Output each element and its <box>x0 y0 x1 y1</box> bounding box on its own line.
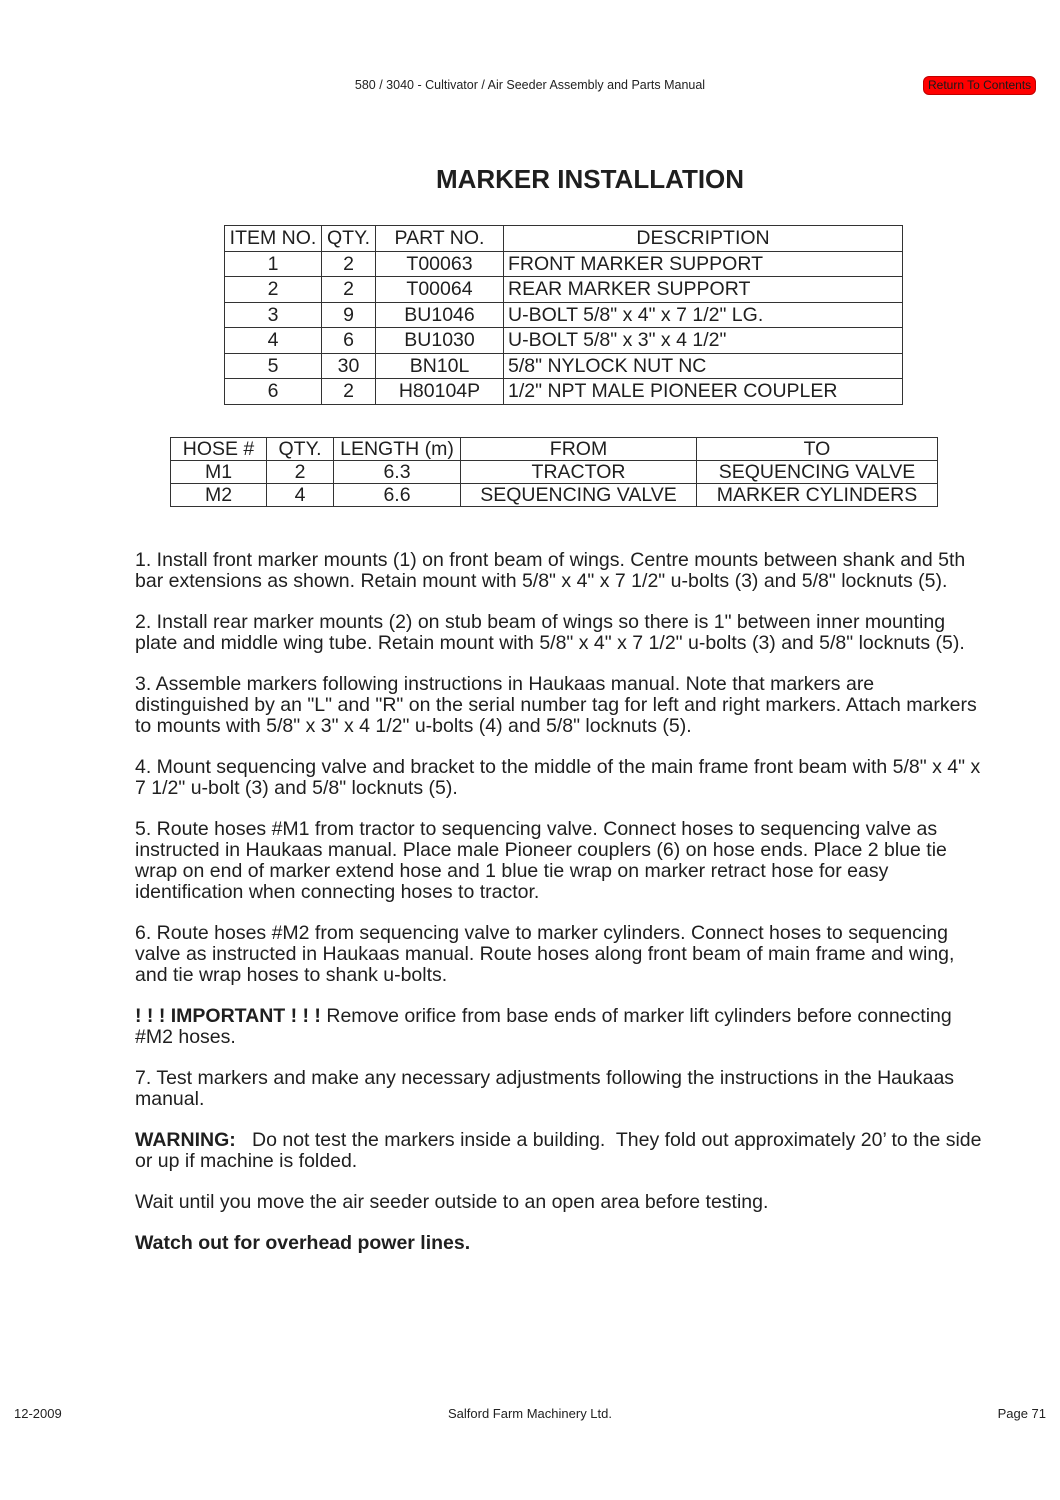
description-cell: REAR MARKER SUPPORT <box>504 277 903 303</box>
column-header: DESCRIPTION <box>504 226 903 252</box>
length-cell: 6.3 <box>334 461 461 484</box>
column-header: TO <box>697 438 938 461</box>
important-text: Remove orifice from base ends of marker lift cylinders before connecting #M2 hoses. <box>135 1005 952 1048</box>
power-lines-note <box>135 1233 990 1254</box>
from-cell: TRACTOR <box>461 461 697 484</box>
part-no-cell: BN10L <box>376 353 504 379</box>
important-label: ! ! ! IMPORTANT ! ! ! <box>135 1005 321 1027</box>
return-to-contents-button[interactable]: Return To Contents <box>923 76 1036 95</box>
column-header: QTY. <box>267 438 334 461</box>
qty-cell: 6 <box>322 328 376 354</box>
manual-title: 580 / 3040 - Cultivator / Air Seeder Assembly and Parts Manual <box>354 78 706 92</box>
item-no-cell: 4 <box>225 328 322 354</box>
qty-cell: 2 <box>322 379 376 405</box>
description-cell: 5/8" NYLOCK NUT NC <box>504 353 903 379</box>
footer-date: 12-2009 <box>14 1406 62 1421</box>
item-no-cell: 1 <box>225 251 322 277</box>
table-row <box>171 484 938 507</box>
table-row <box>225 277 903 303</box>
instruction-step-6: 6. Route hoses #M2 from sequencing valve to marker cylinders. Connect hoses to sequencing valve as instructed in Haukaas manual. Route hoses along front beam of main frame and wing, and tie wrap hoses to shank u-bolts. <box>135 922 955 986</box>
table-row <box>225 379 903 405</box>
parts-table <box>224 225 903 405</box>
length-cell: 6.6 <box>334 484 461 507</box>
item-no-cell: 5 <box>225 353 322 379</box>
column-header: PART NO. <box>376 226 504 252</box>
part-no-cell: T00063 <box>376 251 504 277</box>
description-cell: FRONT MARKER SUPPORT <box>504 251 903 277</box>
instruction-step-7: 7. Test markers and make any necessary adjustments following the instructions in the Haukaas manual. <box>135 1067 955 1110</box>
column-header: HOSE # <box>171 438 267 461</box>
part-no-cell: BU1046 <box>376 302 504 328</box>
table-row <box>171 461 938 484</box>
instruction-step-5: 5. Route hoses #M1 from tractor to sequencing valve. Connect hoses to sequencing valve as instructed in Haukaas manual. Place male Pioneer couplers (6) on hose ends. Place 2 blue tie wrap on end of marker extend hose and 1 blue tie wrap on marker retract hose for easy identification when connecting hoses to tractor. <box>135 818 947 903</box>
item-no-cell: 2 <box>225 277 322 303</box>
qty-cell: 2 <box>267 461 334 484</box>
from-cell: SEQUENCING VALVE <box>461 484 697 507</box>
item-no-cell: 3 <box>225 302 322 328</box>
description-cell: 1/2" NPT MALE PIONEER COUPLER <box>504 379 903 405</box>
hose-number-cell: M2 <box>171 484 267 507</box>
column-header: ITEM NO. <box>225 226 322 252</box>
warning-text: Do not test the markers inside a building. They fold out approximately 20’ to the side or up if machine is folded. <box>135 1129 987 1172</box>
part-no-cell: BU1030 <box>376 328 504 354</box>
instruction-step-3: 3. Assemble markers following instructions in Haukaas manual. Note that markers are distinguished by an "L" and "R" on the serial number tag for left and right markers. Attach markers to mounts with 5/8" x 3" x 4 1/2" u-bolts (4) and 5/8" locknuts (5). <box>135 673 977 737</box>
table-row <box>225 251 903 277</box>
qty-cell: 30 <box>322 353 376 379</box>
page-title: MARKER INSTALLATION <box>435 164 745 194</box>
qty-cell: 4 <box>267 484 334 507</box>
table-row <box>225 328 903 354</box>
part-no-cell: T00064 <box>376 277 504 303</box>
wait-note: Wait until you move the air seeder outside to an open area before testing. <box>135 1191 769 1213</box>
table-row <box>225 302 903 328</box>
footer-company: Salford Farm Machinery Ltd. <box>447 1406 612 1421</box>
power-lines-text: Watch out for overhead power lines. <box>135 1232 471 1254</box>
qty-cell: 2 <box>322 251 376 277</box>
to-cell: SEQUENCING VALVE <box>697 461 938 484</box>
column-header: QTY. <box>322 226 376 252</box>
warning-label: WARNING: <box>135 1129 236 1151</box>
instruction-step-4: 4. Mount sequencing valve and bracket to the middle of the main frame front beam with 5/8" x 4" x 7 1/2" u-bolt (3) and 5/8" locknuts (5). <box>135 756 981 799</box>
footer-page-number: Page 71 <box>997 1406 1046 1421</box>
table-header-row <box>171 438 938 461</box>
table-row <box>225 353 903 379</box>
hose-table <box>170 437 938 507</box>
table-header-row <box>225 226 903 252</box>
important-note <box>135 1006 990 1048</box>
instruction-step-2: 2. Install rear marker mounts (2) on stub beam of wings so there is 1" between inner mounting plate and middle wing tube. Retain mount with 5/8" x 4" x 7 1/2" u-bolts (3) and 5/8" locknuts (5). <box>135 611 965 654</box>
column-header: LENGTH (m) <box>334 438 461 461</box>
hose-number-cell: M1 <box>171 461 267 484</box>
part-no-cell: H80104P <box>376 379 504 405</box>
description-cell: U-BOLT 5/8" x 3" x 4 1/2" <box>504 328 903 354</box>
item-no-cell: 6 <box>225 379 322 405</box>
instructions <box>135 550 990 1274</box>
qty-cell: 2 <box>322 277 376 303</box>
instruction-step-1: 1. Install front marker mounts (1) on front beam of wings. Centre mounts between shank and 5th bar extensions as shown. Retain mount with 5/8" x 4" x 7 1/2" u-bolts (3) and 5/8" locknuts (5). <box>135 549 966 592</box>
qty-cell: 9 <box>322 302 376 328</box>
column-header: FROM <box>461 438 697 461</box>
description-cell: U-BOLT 5/8" x 4" x 7 1/2" LG. <box>504 302 903 328</box>
warning-note <box>135 1130 990 1172</box>
to-cell: MARKER CYLINDERS <box>697 484 938 507</box>
